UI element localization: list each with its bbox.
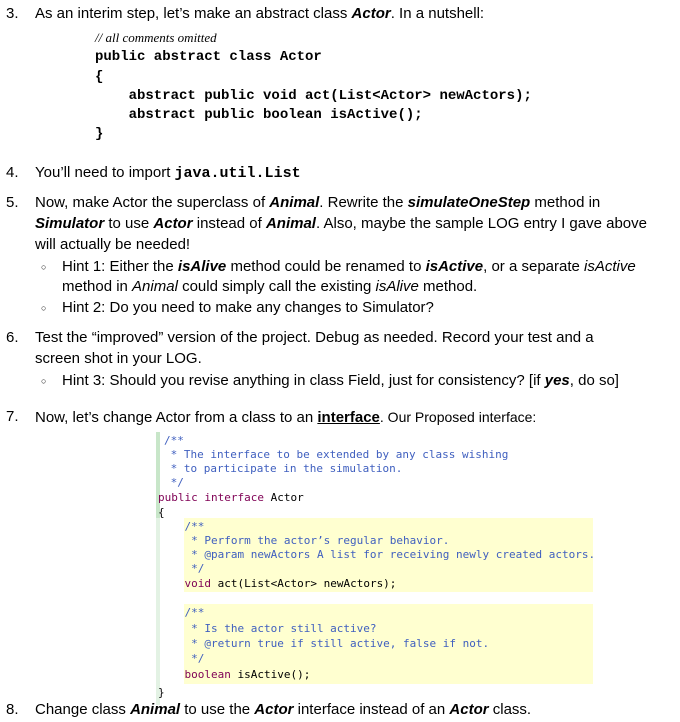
hint-3: Hint 3: Should you revise anything in class Field, just for consistency? [if yes, do so]: [62, 372, 619, 389]
code-line: */: [158, 562, 205, 575]
code-line-4: abstract public boolean isActive();: [95, 107, 423, 123]
code-line-1: public abstract class Actor: [95, 49, 322, 65]
item-3-number: 3.: [6, 5, 19, 22]
item-6-number: 6.: [6, 329, 19, 346]
item-5-line-3: will actually be needed!: [35, 236, 191, 253]
item-6-line-2: screen shot in your LOG.: [35, 350, 202, 367]
code-line: /**: [158, 520, 205, 533]
bullet-icon: ○: [41, 303, 47, 313]
item-5-number: 5.: [6, 194, 19, 211]
bullet-icon: ○: [41, 376, 47, 386]
code-line: * to participate in the simulation.: [164, 462, 403, 475]
code-line: /**: [164, 434, 184, 447]
item-7-number: 7.: [6, 408, 19, 425]
item-4-number: 4.: [6, 164, 19, 181]
code-line: */: [164, 476, 184, 489]
code-line: * @return true if still active, false if not.: [158, 637, 490, 650]
item-4-text: You’ll need to import java.util.List: [35, 164, 301, 182]
hint-2: Hint 2: Do you need to make any changes to Simulator?: [62, 299, 434, 316]
code-line: public interface Actor: [158, 491, 304, 504]
hint-1-line-2: method in Animal could simply call the existing isAlive method.: [62, 278, 478, 295]
code-comment: // all comments omitted: [95, 30, 217, 45]
item-8-text: Change class Animal to use the Actor interface instead of an Actor class.: [35, 701, 532, 718]
code-line: void act(List<Actor> newActors);: [184, 577, 397, 590]
bullet-icon: ○: [41, 262, 47, 272]
code-line: * The interface to be extended by any class wishing: [164, 448, 509, 461]
item-7-text: Now, let’s change Actor from a class to an interface. Our Proposed interface:: [35, 409, 537, 426]
hint-1-line-1: Hint 1: Either the isAlive method could be renamed to isActive, or a separate isActive: [62, 258, 636, 275]
code-line: */: [158, 652, 205, 665]
item-5-line-2: Simulator to use Actor instead of Animal. Also, maybe the sample LOG entry I gave above: [35, 215, 647, 232]
item-3-text: As an interim step, let’s make an abstract class Actor. In a nutshell:: [35, 5, 485, 22]
interface-code-image: [156, 432, 596, 705]
item-8-number: 8.: [6, 701, 19, 718]
code-line-2: {: [95, 69, 104, 85]
code-line: * Perform the actor’s regular behavior.: [158, 534, 450, 547]
code-line: boolean isActive();: [184, 668, 311, 681]
code-line-3: abstract public void act(List<Actor> newActors);: [95, 88, 532, 104]
item-6-line-1: Test the “improved” version of the project. Debug as needed. Record your test and a: [35, 329, 594, 346]
code-line: }: [158, 686, 165, 699]
item-5-line-1: Now, make Actor the superclass of Animal. Rewrite the simulateOneStep method in: [35, 194, 601, 211]
code-line: * @param newActors A list for receiving newly created actors.: [158, 548, 596, 561]
code-line: /**: [158, 606, 205, 619]
code-line: * Is the actor still active?: [158, 622, 377, 635]
code-line: {: [158, 506, 165, 519]
code-line-5: }: [95, 126, 104, 142]
